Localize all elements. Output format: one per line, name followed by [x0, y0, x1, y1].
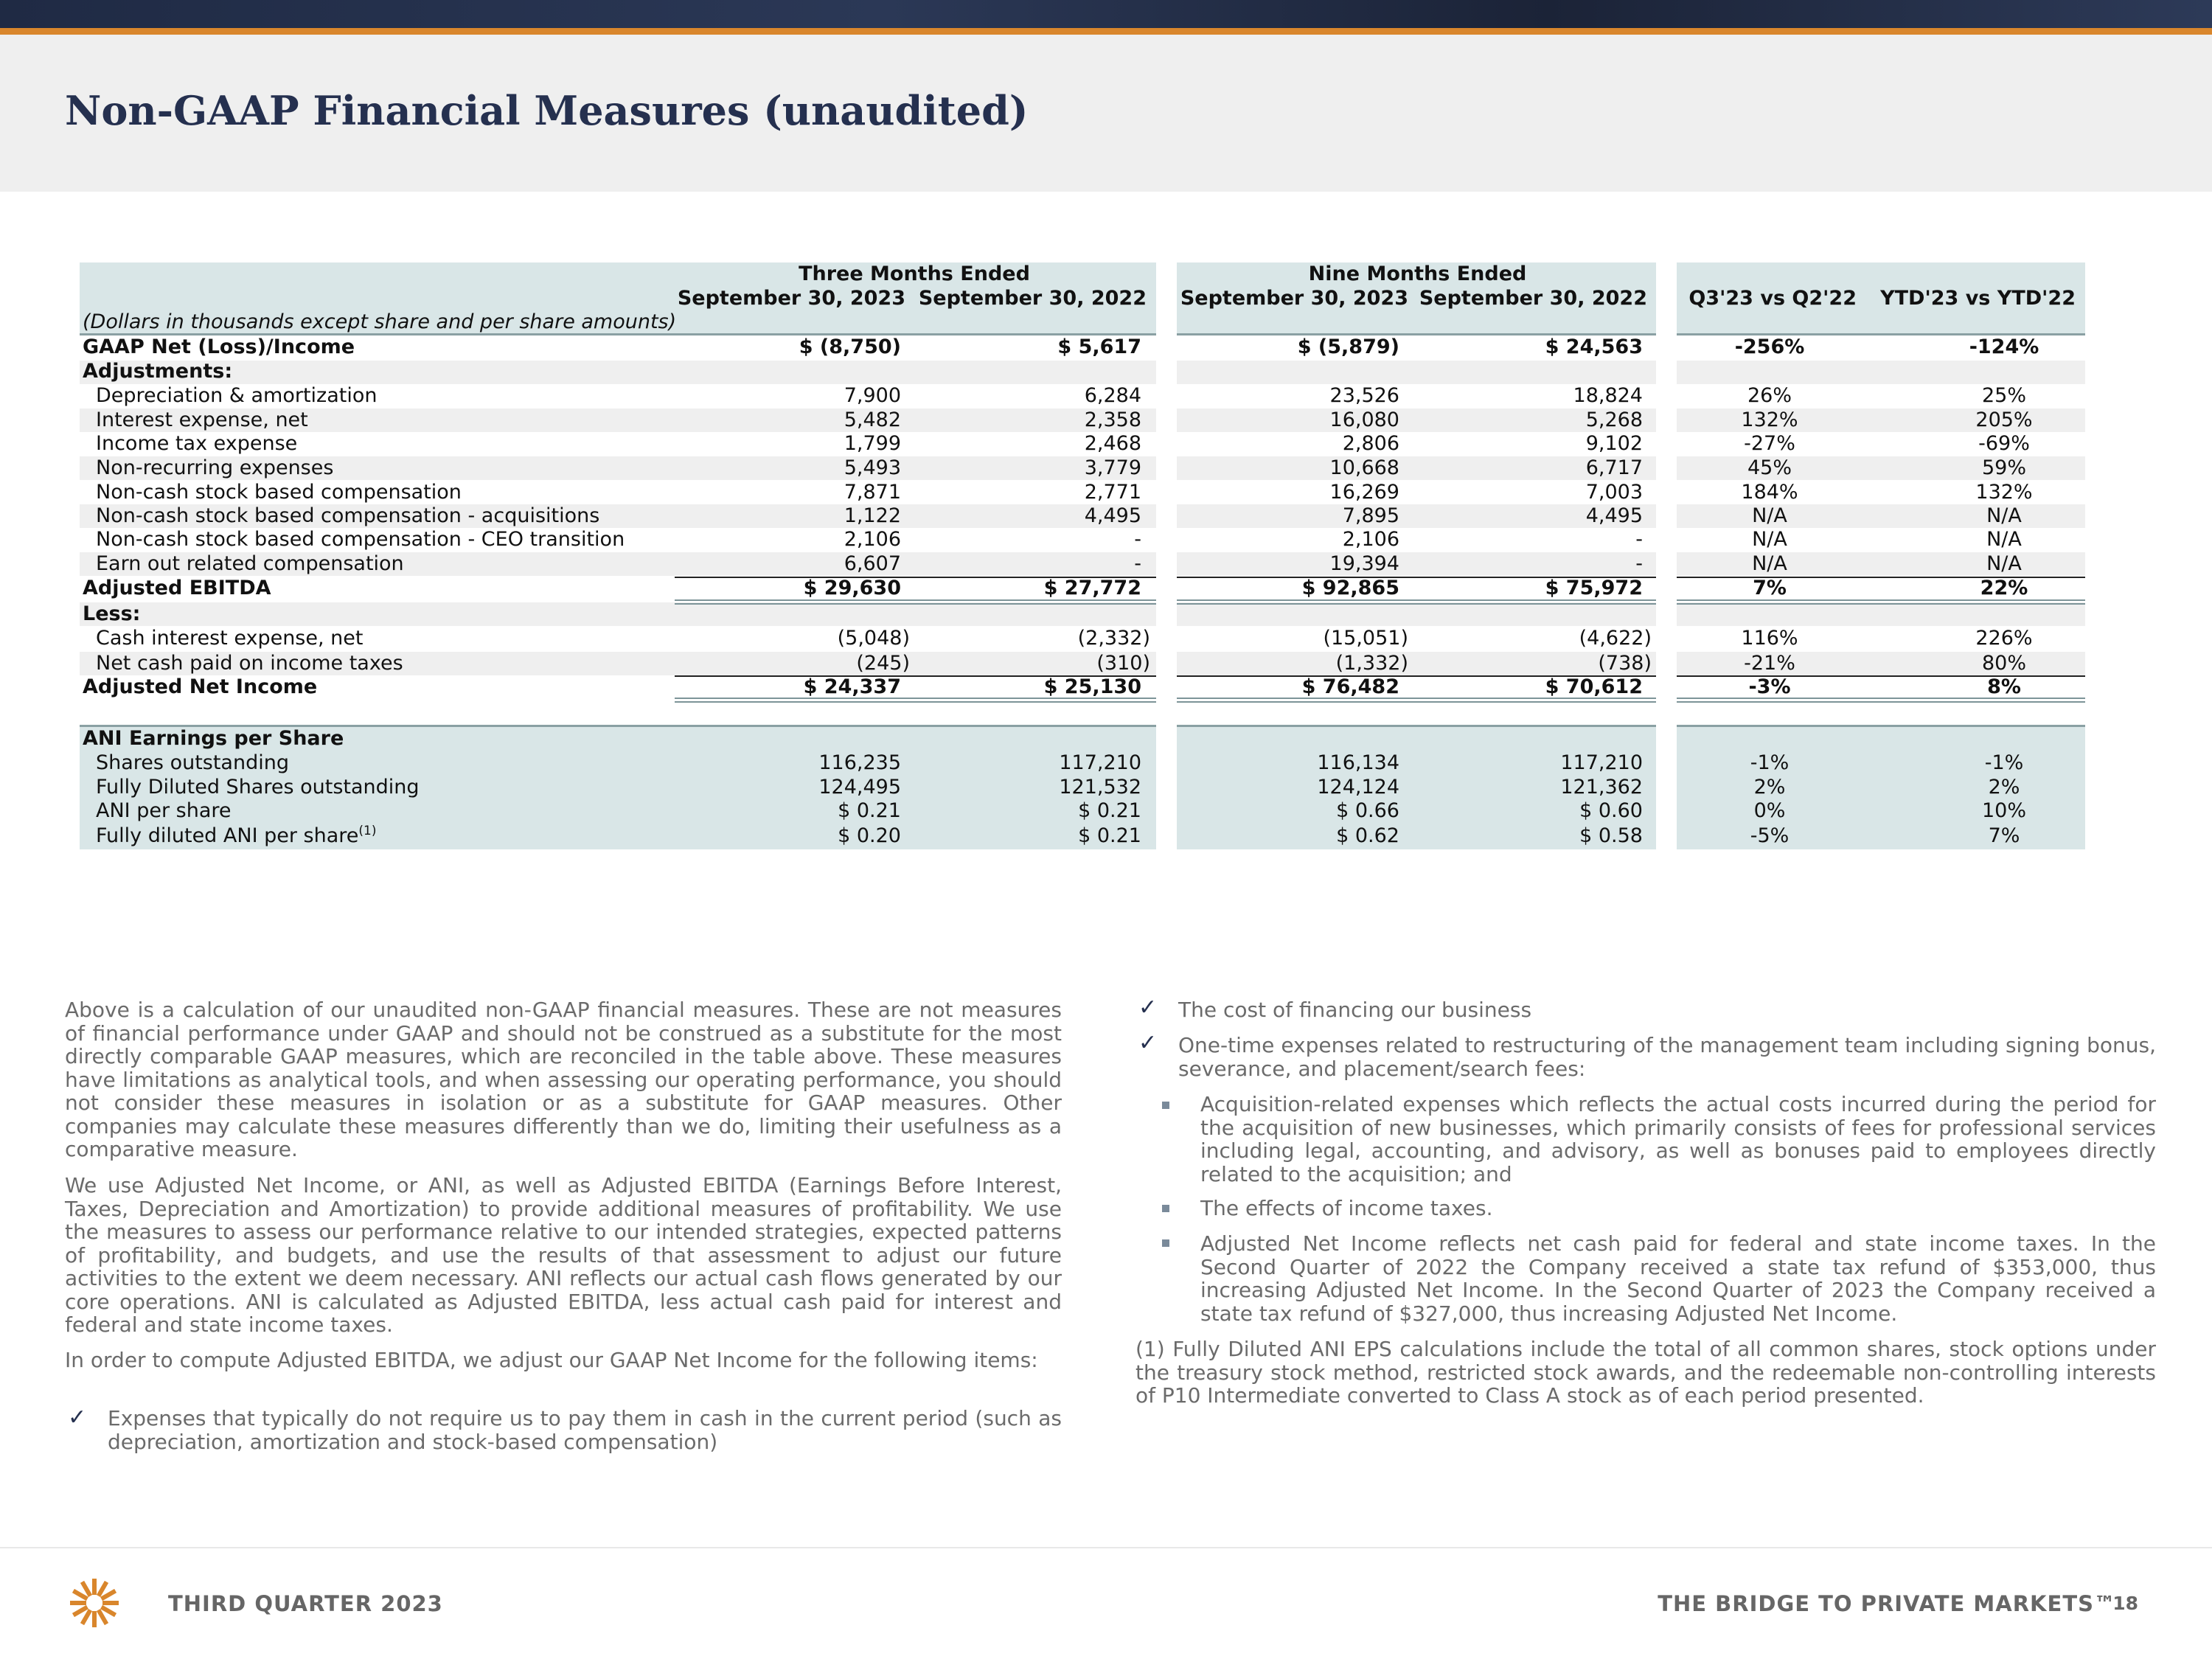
table-cell: -69% — [1978, 432, 2030, 455]
eps-cell: $ 0.60 — [1579, 799, 1643, 822]
table-cell: $ 27,772 — [1043, 577, 1141, 599]
row-label: Less: — [83, 602, 141, 625]
table-cell: $ 92,865 — [1301, 577, 1399, 599]
header-col-qoq: Q3'23 vs Q2'22 — [1688, 287, 1857, 310]
eps-heading: ANI Earnings per Share — [83, 727, 344, 750]
table-cell: N/A — [1752, 552, 1787, 575]
eps-cell: 124,124 — [1317, 776, 1399, 799]
square-bullet-icon — [1162, 1205, 1169, 1212]
table-cell: 8% — [1987, 675, 2021, 698]
table-cell: N/A — [1752, 528, 1787, 551]
bullet-adjusted-net-income: Adjusted Net Income reflects net cash paid for federal and state income taxes. In the Second Quarter of 2022 the Company received a state tax refund of $353,000, thus increasing Adjusted Net Income. In the Second Quarter of 2023 the Company received a state tax refund of $327,000, thus increasing Adjusted Net Income. — [1200, 1231, 2156, 1326]
eps-row-label — [96, 751, 289, 775]
table-cell: $ 25,130 — [1043, 675, 1141, 698]
eps-cell: 2% — [1753, 776, 1786, 799]
header-col-q3-2022: September 30, 2022 — [918, 287, 1147, 310]
table-cell: N/A — [1986, 552, 2022, 575]
eps-cell: 124,495 — [818, 776, 901, 799]
table-cell: 1,122 — [844, 504, 901, 527]
eps-cell: $ 0.21 — [838, 799, 901, 822]
paragraph-compute: In order to compute Adjusted EBITDA, we adjust our GAAP Net Income for the following items: — [65, 1348, 1038, 1372]
table-cell: N/A — [1752, 504, 1787, 527]
company-logo-icon — [68, 1576, 121, 1630]
header-three-months: Three Months Ended — [799, 262, 1030, 285]
table-cell: 7,895 — [1342, 504, 1399, 527]
table-cell: 16,269 — [1329, 481, 1399, 504]
eps-cell: 121,532 — [1059, 776, 1141, 799]
paragraph-ani-ebitda: We use Adjusted Net Income, or ANI, as well as Adjusted EBITDA (Earnings Before Interest, Taxes, Depreciation and Amortization) to provide additional measures of profitability. We use the measures to assess our performance relative to our intended strategies, expected patterns of profitability, and budgets, and use the results of that assessment to adjust our future activities to the extent we deem necessary. ANI reflects our actual cash flows generated by our core operations. ANI is calculated as Adjusted EBITDA, less actual cash paid for interest and federal and state income taxes. — [65, 1173, 1062, 1337]
row-label: GAAP Net (Loss)/Income — [83, 335, 355, 358]
table-cell: 25% — [1981, 384, 2026, 407]
eps-cell: 117,210 — [1059, 751, 1141, 774]
table-cell: 6,284 — [1084, 384, 1141, 407]
table-cell: -3% — [1748, 675, 1791, 698]
table-cell: 3,779 — [1084, 456, 1141, 479]
table-cell: $ 24,563 — [1545, 335, 1643, 358]
row-label: Non-recurring expenses — [96, 456, 334, 479]
table-cell: 59% — [1981, 456, 2026, 479]
eps-cell: -1% — [1750, 751, 1790, 774]
eps-cell: 2% — [1988, 776, 2020, 799]
eps-cell: 116,235 — [818, 751, 901, 774]
table-cell: 2,106 — [844, 528, 901, 551]
table-cell: 226% — [1975, 627, 2033, 650]
table-cell: N/A — [1986, 528, 2022, 551]
table-cell: 6,717 — [1585, 456, 1643, 479]
table-cell: 16,080 — [1329, 408, 1399, 431]
table-cell: (5,048) — [837, 627, 910, 650]
table-cell: - — [1635, 552, 1643, 575]
top-accent-stripe — [0, 28, 2212, 35]
table-cell: (4,622) — [1579, 627, 1652, 650]
row-label: Interest expense, net — [96, 408, 308, 431]
table-cell: (245) — [856, 652, 910, 675]
table-cell: 5,482 — [844, 408, 901, 431]
eps-cell: $ 0.20 — [838, 824, 901, 847]
table-cell: 7,900 — [844, 384, 901, 407]
eps-row-label — [96, 824, 377, 848]
table-cell: 2,468 — [1084, 432, 1141, 455]
table-cell: 2,358 — [1084, 408, 1141, 431]
eps-cell: 7% — [1988, 824, 2020, 847]
table-cell: (310) — [1096, 652, 1150, 675]
table-cell: (738) — [1598, 652, 1652, 675]
table-cell: 6,607 — [844, 552, 901, 575]
square-bullet-icon — [1162, 1239, 1169, 1247]
table-cell: 116% — [1741, 627, 1798, 650]
row-label: Adjusted Net Income — [83, 675, 318, 698]
table-cell: -21% — [1744, 652, 1795, 675]
eps-cell: $ 0.66 — [1336, 799, 1399, 822]
table-cell: 7,003 — [1585, 481, 1643, 504]
header-col-9m-2022: September 30, 2022 — [1419, 287, 1647, 310]
table-cell: 80% — [1981, 652, 2026, 675]
table-cell: 19,394 — [1329, 552, 1399, 575]
check-item-financing: The cost of financing our business — [1178, 998, 1532, 1022]
table-cell: - — [1635, 528, 1643, 551]
table-cell: 18,824 — [1573, 384, 1643, 407]
page-title: Non-GAAP Financial Measures (unaudited) — [65, 87, 1029, 134]
row-label: Cash interest expense, net — [96, 627, 364, 650]
row-label: Non-cash stock based compensation - acquisitions — [96, 504, 600, 527]
table-cell: 4,495 — [1084, 504, 1141, 527]
eps-row-label — [96, 799, 232, 823]
table-cell: 9,102 — [1585, 432, 1643, 455]
table-cell: 23,526 — [1329, 384, 1399, 407]
footer-quarter-label: THIRD QUARTER 2023 — [168, 1591, 443, 1616]
table-cell: 45% — [1747, 456, 1792, 479]
row-label: Adjustments: — [83, 360, 233, 383]
header-col-ytd: YTD'23 vs YTD'22 — [1880, 287, 2076, 310]
footer-divider — [0, 1547, 2212, 1548]
square-bullet-icon — [1162, 1102, 1169, 1109]
eps-cell: $ 0.21 — [1078, 824, 1141, 847]
checkmark-icon: ✓ — [1138, 1030, 1158, 1056]
table-cell: (1,332) — [1335, 652, 1408, 675]
eps-row-label-text: Fully diluted ANI per share — [96, 824, 359, 847]
check-item-one-time: One-time expenses related to restructuring of the management team including signing bonus, severance, and placement/search fees: — [1178, 1033, 2156, 1081]
table-cell: 5,268 — [1585, 408, 1643, 431]
table-cell: 184% — [1741, 481, 1798, 504]
eps-row-label-text: Shares outstanding — [96, 751, 289, 774]
table-cell: - — [1134, 528, 1141, 551]
table-cell: (2,332) — [1077, 627, 1150, 650]
header-col-9m-2023: September 30, 2023 — [1180, 287, 1408, 310]
table-cell: 26% — [1747, 384, 1792, 407]
table-cell: 2,771 — [1084, 481, 1141, 504]
page-number: 18 — [2112, 1593, 2138, 1614]
table-cell: 5,493 — [844, 456, 901, 479]
row-label: Income tax expense — [96, 432, 298, 455]
bullet-acquisition: Acquisition-related expenses which reflects the actual costs incurred during the period for the acquisition of new businesses, which primarily consists of fees for professional services including legal, accounting, and advisory, as well as bonuses paid to employees directly related to the acquisition; and — [1200, 1092, 2156, 1186]
table-cell: 205% — [1975, 408, 2033, 431]
eps-cell: 0% — [1753, 799, 1786, 822]
table-cell: -27% — [1744, 432, 1795, 455]
table-cell: -124% — [1969, 335, 2039, 358]
row-label: Adjusted EBITDA — [83, 577, 271, 599]
eps-row-label-text: ANI per share — [96, 799, 232, 822]
units-note: (Dollars in thousands except share and per share amounts) — [83, 310, 677, 333]
eps-row-label — [96, 776, 420, 799]
row-label: Earn out related compensation — [96, 552, 404, 575]
eps-cell: 121,362 — [1560, 776, 1643, 799]
table-cell: $ 70,612 — [1545, 675, 1643, 698]
paragraph-intro: Above is a calculation of our unaudited non-GAAP financial measures. These are not measures of financial performance under GAAP and should not be construed as a substitute for the most directly comparable GAAP measures, which are reconciled in the table above. These measures have limitations as analytical tools, and when assessing our operating performance, you should not consider these measures in isolation or as a substitute for GAAP measures. Other companies may calculate these measures differently than we do, limiting their usefulness as a comparative measure. — [65, 998, 1062, 1161]
table-cell: 132% — [1975, 481, 2033, 504]
eps-cell: $ 0.58 — [1579, 824, 1643, 847]
table-cell: (15,051) — [1323, 627, 1408, 650]
eps-cell: $ 0.21 — [1078, 799, 1141, 822]
table-cell: 4,495 — [1585, 504, 1643, 527]
table-cell: -256% — [1734, 335, 1805, 358]
row-label: Net cash paid on income taxes — [96, 652, 403, 675]
table-cell: $ 76,482 — [1301, 675, 1399, 698]
footnote-marker: (1) — [358, 824, 377, 838]
header-col-q3-2023: September 30, 2023 — [677, 287, 905, 310]
table-cell: N/A — [1986, 504, 2022, 527]
table-cell: - — [1134, 552, 1141, 575]
eps-cell: -5% — [1750, 824, 1790, 847]
table-cell: $ 75,972 — [1545, 577, 1643, 599]
header-nine-months: Nine Months Ended — [1308, 262, 1527, 285]
table-cell: 1,799 — [844, 432, 901, 455]
bullet-income-taxes: The effects of income taxes. — [1200, 1196, 1493, 1220]
table-cell: $ 24,337 — [803, 675, 901, 698]
table-cell: $ (8,750) — [799, 335, 901, 358]
eps-cell: 10% — [1981, 799, 2026, 822]
table-cell: $ 29,630 — [803, 577, 901, 599]
table-cell: $ (5,879) — [1297, 335, 1399, 358]
table-cell: 22% — [1980, 577, 2028, 599]
eps-cell: -1% — [1984, 751, 2024, 774]
top-banner — [0, 0, 2212, 28]
table-cell: 2,806 — [1342, 432, 1399, 455]
table-cell: 10,668 — [1329, 456, 1399, 479]
footer-tagline: THE BRIDGE TO PRIVATE MARKETS™ — [1658, 1591, 2116, 1616]
checkmark-icon: ✓ — [68, 1405, 87, 1430]
footnote-eps: (1) Fully Diluted ANI EPS calculations include the total of all common shares, stock options under the treasury stock method, restricted stock awards, and the redeemable non-controlling interests of P10 Intermediate converted to Class A stock as of each period presented. — [1135, 1337, 2156, 1408]
eps-row-label-text: Fully Diluted Shares outstanding — [96, 776, 420, 799]
table-cell: 7,871 — [844, 481, 901, 504]
table-cell: 132% — [1741, 408, 1798, 431]
check-item-expenses: Expenses that typically do not require us to pay them in cash in the current period (such as depreciation, amortization and stock-based compensation) — [108, 1406, 1062, 1454]
eps-cell: $ 0.62 — [1336, 824, 1399, 847]
row-label: Non-cash stock based compensation — [96, 481, 462, 504]
table-cell: 7% — [1753, 577, 1787, 599]
table-cell: 2,106 — [1342, 528, 1399, 551]
checkmark-icon: ✓ — [1138, 995, 1158, 1020]
table-cell: $ 5,617 — [1057, 335, 1141, 358]
eps-cell: 117,210 — [1560, 751, 1643, 774]
eps-cell: 116,134 — [1317, 751, 1399, 774]
row-label: Depreciation & amortization — [96, 384, 378, 407]
row-label: Non-cash stock based compensation - CEO transition — [96, 528, 625, 551]
